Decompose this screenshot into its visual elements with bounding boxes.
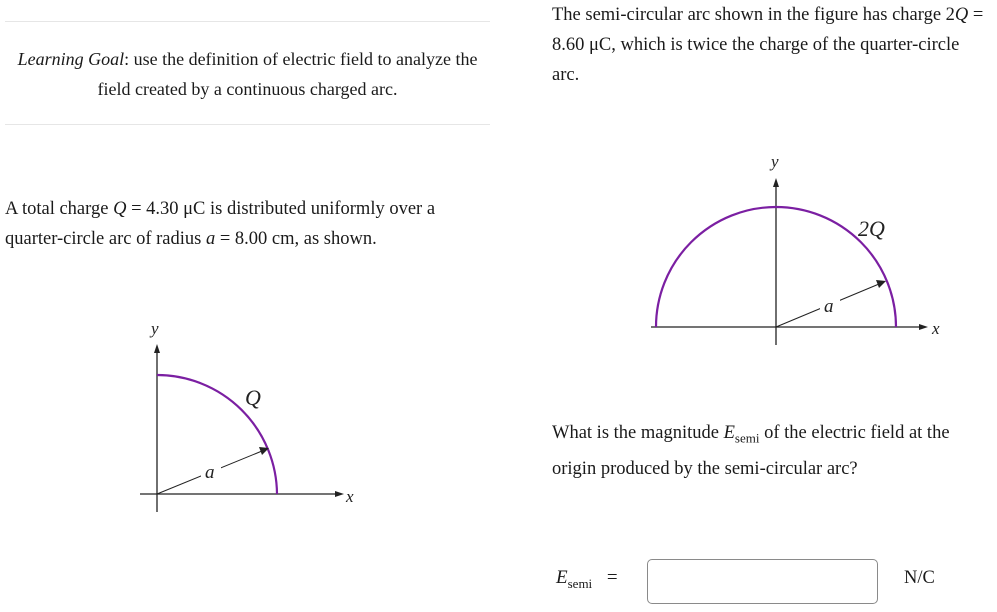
- quarter-y-label: y: [151, 319, 159, 338]
- answer-equals: =: [606, 567, 618, 588]
- semi-y-label: y: [771, 152, 779, 171]
- semi-charge-label: 2Q: [858, 216, 885, 241]
- learning-goal-lead: Learning Goal: [17, 49, 125, 69]
- semi-x-label: x: [932, 319, 940, 338]
- semi-text-2: = 8.60 μC, which is twice the charge of the quarter-circle arc.: [552, 5, 984, 85]
- intro-text-1: A total charge: [5, 199, 114, 219]
- question-text-1: What is the magnitude: [552, 423, 724, 443]
- answer-input[interactable]: [647, 559, 878, 604]
- intro-q-symbol: Q: [113, 199, 127, 219]
- quarter-x-label: x: [346, 487, 354, 506]
- quarter-charge-label: Q: [245, 385, 261, 410]
- semi-text-1: The semi-circular arc shown in the figure has charge 2: [552, 5, 955, 25]
- semi-x-arrow: [919, 324, 928, 330]
- learning-goal-text: : use the definition of electric field to analyze the field created by a continuous charged arc.: [97, 49, 478, 99]
- answer-e-symbol: E: [556, 567, 568, 588]
- answer-unit: N/C: [904, 568, 935, 588]
- answer-e-sub: semi: [567, 575, 593, 591]
- question-text-2: of the electric field at the origin produced by the semi-circular arc?: [552, 423, 950, 479]
- intro-text-3: = 8.00 cm, as shown.: [215, 229, 377, 249]
- question-text: [552, 418, 992, 484]
- question-e-sub: semi: [734, 430, 760, 446]
- semi-q-symbol: Q: [954, 5, 969, 25]
- question-e-symbol: E: [723, 423, 735, 443]
- quarter-radius-label: a: [205, 462, 215, 483]
- intro-text-2: = 4.30 μC is distributed uniformly over a quarter-circle arc of radius: [5, 199, 436, 249]
- answer-label: [556, 567, 618, 592]
- intro-a-symbol: a: [205, 229, 216, 249]
- semi-radius-arrow: [876, 280, 886, 288]
- semi-radius-label: a: [824, 296, 834, 317]
- semi-y-arrow: [773, 178, 779, 187]
